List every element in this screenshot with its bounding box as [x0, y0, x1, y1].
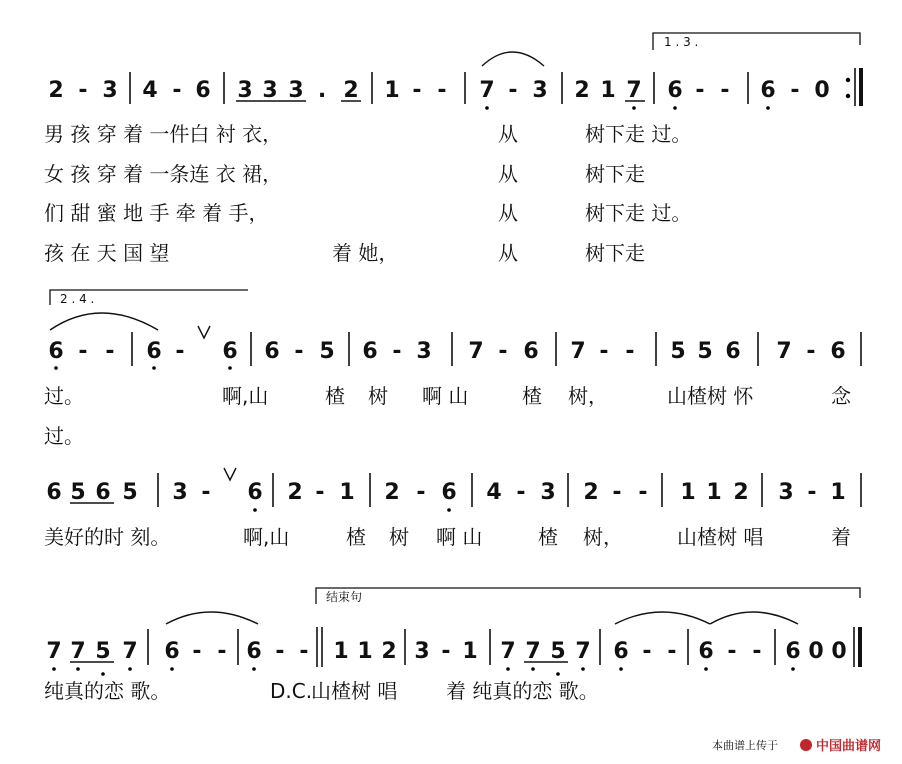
jianpu-note: - [667, 639, 677, 664]
score-line-3 [44, 468, 861, 549]
jianpu-note: - [299, 639, 309, 664]
jianpu-note: 3 [102, 78, 118, 103]
jianpu-note: 5 [319, 339, 335, 364]
lyric-text: D.C. [270, 679, 313, 703]
jianpu-note: - [516, 480, 526, 505]
jianpu-note: 2 [583, 480, 599, 505]
jianpu-note: 6 [830, 339, 846, 364]
jianpu-note: 3 [540, 480, 556, 505]
lyric-text: 楂 [538, 525, 558, 549]
lyric-text: 纯真的恋 歌。 [44, 679, 171, 703]
score-line-2 [44, 313, 861, 448]
jianpu-note: - [294, 339, 304, 364]
jianpu-note: 1 [339, 480, 355, 505]
jianpu-note: - [275, 639, 285, 664]
lyric-text: 啊 山 [436, 525, 483, 549]
tie-arc [710, 612, 798, 624]
octave-dot [253, 508, 257, 512]
tie-arc [166, 612, 258, 624]
jianpu-note: 6 [247, 480, 263, 505]
ending-bracket [316, 588, 860, 604]
jianpu-note: 7 [570, 339, 586, 364]
lyric-text: 从 [498, 241, 518, 265]
footer [712, 738, 881, 754]
lyric-text: 树， [583, 525, 623, 549]
jianpu-note: - [172, 78, 182, 103]
lyric-text: 树 [389, 525, 409, 549]
jianpu-note: 7 [500, 639, 516, 664]
jianpu-note: 6 [48, 339, 64, 364]
octave-dot [101, 672, 105, 676]
jianpu-note: - [599, 339, 609, 364]
repeat-dot [846, 78, 850, 82]
octave-dot [228, 366, 232, 370]
jianpu-note: 6 [95, 480, 111, 505]
jianpu-note: 6 [667, 78, 683, 103]
jianpu-note: - [201, 480, 211, 505]
octave-dot [447, 508, 451, 512]
jianpu-note: 7 [46, 639, 62, 664]
jianpu-note: - [175, 339, 185, 364]
site-logo-icon [800, 739, 812, 751]
lyric-text: 念 [831, 384, 851, 408]
jianpu-note: - [790, 78, 800, 103]
jianpu-note: 3 [172, 480, 188, 505]
octave-dot [791, 667, 795, 671]
octave-dot [556, 672, 560, 676]
lyric-text: 楂 [346, 525, 366, 549]
octave-dot [581, 667, 585, 671]
volta-1-3 [653, 33, 860, 50]
jianpu-note: - [508, 78, 518, 103]
lyric-text: 着 [831, 525, 851, 549]
jianpu-note: - [78, 339, 88, 364]
jianpu-note: 6 [195, 78, 211, 103]
jianpu-note: 7 [575, 639, 591, 664]
lyric-text: 楂 [325, 384, 345, 408]
jianpu-note: 3 [262, 78, 278, 103]
volta-2-4-label: 2 . 4 . [60, 292, 95, 306]
jianpu-note: 2 [384, 480, 400, 505]
lyric-text: 树下走 过。 [585, 201, 692, 225]
lyric-text: 孩 在 天 国 望 [44, 241, 170, 265]
octave-dot [704, 667, 708, 671]
jianpu-note: 3 [237, 78, 253, 103]
jianpu-note: - [78, 78, 88, 103]
jianpu-note: - [217, 639, 227, 664]
octave-dot [52, 667, 56, 671]
lyric-text: 啊,山 [243, 525, 290, 549]
lyric-text: 们 甜 蜜 地 手 牵 着 手， [44, 201, 269, 225]
lyric-text: 从 [498, 122, 518, 146]
lyric-text: 树， [568, 384, 608, 408]
lyric-text: 楂 [522, 384, 542, 408]
jianpu-note: 6 [164, 639, 180, 664]
lyric-text: 树下走 [585, 241, 645, 265]
jianpu-note: - [392, 339, 402, 364]
jianpu-note: 3 [416, 339, 432, 364]
jianpu-note: 7 [479, 78, 495, 103]
ending-label: 结束句 [326, 590, 363, 604]
octave-dot [766, 106, 770, 110]
jianpu-note: 3 [288, 78, 304, 103]
lyric-text: 从 [498, 201, 518, 225]
breath-mark [224, 468, 236, 480]
repeat-dot [846, 94, 850, 98]
octave-dot [531, 667, 535, 671]
jianpu-note: - [612, 480, 622, 505]
tie-arc [482, 52, 544, 66]
lyric-text: 树 [368, 384, 388, 408]
jianpu-note: 0 [814, 78, 830, 103]
jianpu-note: 7 [525, 639, 541, 664]
jianpu-note: - [105, 339, 115, 364]
jianpu-note: 5 [70, 480, 86, 505]
jianpu-note: 1 [384, 78, 400, 103]
octave-dot [252, 667, 256, 671]
jianpu-note: - [437, 78, 447, 103]
jianpu-note: 6 [222, 339, 238, 364]
jianpu-note: 3 [532, 78, 548, 103]
jianpu-note: 7 [468, 339, 484, 364]
jianpu-note: 6 [523, 339, 539, 364]
jianpu-note: 3 [414, 639, 430, 664]
jianpu-note: 0 [808, 639, 824, 664]
lyric-text: 树下走 [585, 162, 645, 186]
octave-dot [485, 106, 489, 110]
jianpu-note: - [727, 639, 737, 664]
jianpu-note: 7 [122, 639, 138, 664]
tie-arc [615, 612, 710, 624]
jianpu-note: - [806, 339, 816, 364]
jianpu-note: 2 [381, 639, 397, 664]
lyric-text: 男 孩 穿 着 一件白 衬 衣， [44, 122, 283, 146]
jianpu-note: 1 [462, 639, 478, 664]
octave-dot [632, 106, 636, 110]
lyric-text: 女 孩 穿 着 一条连 衣 裙， [44, 162, 283, 186]
jianpu-note: 6 [760, 78, 776, 103]
jianpu-note: 2 [733, 480, 749, 505]
jianpu-note: 2 [343, 78, 359, 103]
jianpu-note: 2 [574, 78, 590, 103]
jianpu-note: 4 [142, 78, 158, 103]
uploaded-text: 本曲谱上传于 [712, 739, 778, 752]
jianpu-note: . [317, 78, 327, 103]
jianpu-note: - [315, 480, 325, 505]
jianpu-note: 1 [357, 639, 373, 664]
jianpu-note: 6 [613, 639, 629, 664]
jianpu-note: - [807, 480, 817, 505]
lyric-text: 从 [498, 162, 518, 186]
jianpu-note: 5 [670, 339, 686, 364]
jianpu-note: 2 [48, 78, 64, 103]
jianpu-note: 6 [264, 339, 280, 364]
breath-mark [198, 326, 210, 338]
octave-dot [76, 667, 80, 671]
jianpu-note: 1 [706, 480, 722, 505]
lyric-text: 美好的时 刻。 [44, 525, 171, 549]
jianpu-note: - [638, 480, 648, 505]
jianpu-note: 6 [46, 480, 62, 505]
jianpu-note: - [416, 480, 426, 505]
jianpu-note: 5 [95, 639, 111, 664]
score-line-1 [44, 52, 861, 265]
jianpu-note: 5 [697, 339, 713, 364]
jianpu-note: 0 [831, 639, 847, 664]
jianpu-note: 2 [287, 480, 303, 505]
jianpu-note: 6 [785, 639, 801, 664]
jianpu-note: - [625, 339, 635, 364]
lyric-text: 山楂树 唱 [311, 679, 398, 703]
octave-dot [170, 667, 174, 671]
octave-dot [152, 366, 156, 370]
jianpu-note: 3 [778, 480, 794, 505]
jianpu-note: - [752, 639, 762, 664]
jianpu-note: 6 [698, 639, 714, 664]
jianpu-note: 1 [333, 639, 349, 664]
jianpu-note: - [441, 639, 451, 664]
jianpu-note: 7 [626, 78, 642, 103]
jianpu-note: - [192, 639, 202, 664]
octave-dot [54, 366, 58, 370]
jianpu-note: 1 [680, 480, 696, 505]
jianpu-note: - [412, 78, 422, 103]
site-logo-text[interactable]: 中国曲谱网 [816, 739, 882, 754]
lyric-text: 山楂树 怀 [667, 384, 754, 408]
volta-1-3-label: 1 . 3 . [664, 35, 699, 49]
jianpu-note: 1 [830, 480, 846, 505]
jianpu-note: - [642, 639, 652, 664]
volta-2-4 [50, 290, 248, 306]
lyric-text: 啊,山 [222, 384, 269, 408]
jianpu-note: 6 [725, 339, 741, 364]
jianpu-note: 7 [776, 339, 792, 364]
jianpu-note: 4 [486, 480, 502, 505]
octave-dot [128, 667, 132, 671]
jianpu-note: 6 [441, 480, 457, 505]
jianpu-note: - [695, 78, 705, 103]
octave-dot [619, 667, 623, 671]
lyric-text: 过。 [44, 424, 84, 448]
jianpu-note: 1 [600, 78, 616, 103]
jianpu-note: 6 [362, 339, 378, 364]
octave-dot [673, 106, 677, 110]
jianpu-note: 5 [550, 639, 566, 664]
jianpu-note: 5 [122, 480, 138, 505]
jianpu-note: 6 [146, 339, 162, 364]
lyric-text: 着 纯真的恋 歌。 [446, 679, 599, 703]
octave-dot [506, 667, 510, 671]
jianpu-note: 7 [70, 639, 86, 664]
score-line-4 [44, 612, 860, 703]
lyric-text: 着 她， [332, 241, 399, 265]
jianpu-note: - [498, 339, 508, 364]
jianpu-note: - [720, 78, 730, 103]
tie-arc [50, 313, 158, 330]
lyric-text: 山楂树 唱 [677, 525, 764, 549]
jianpu-note: 6 [246, 639, 262, 664]
lyric-text: 过。 [44, 384, 84, 408]
lyric-text: 啊 山 [422, 384, 469, 408]
lyric-text: 树下走 过。 [585, 122, 692, 146]
